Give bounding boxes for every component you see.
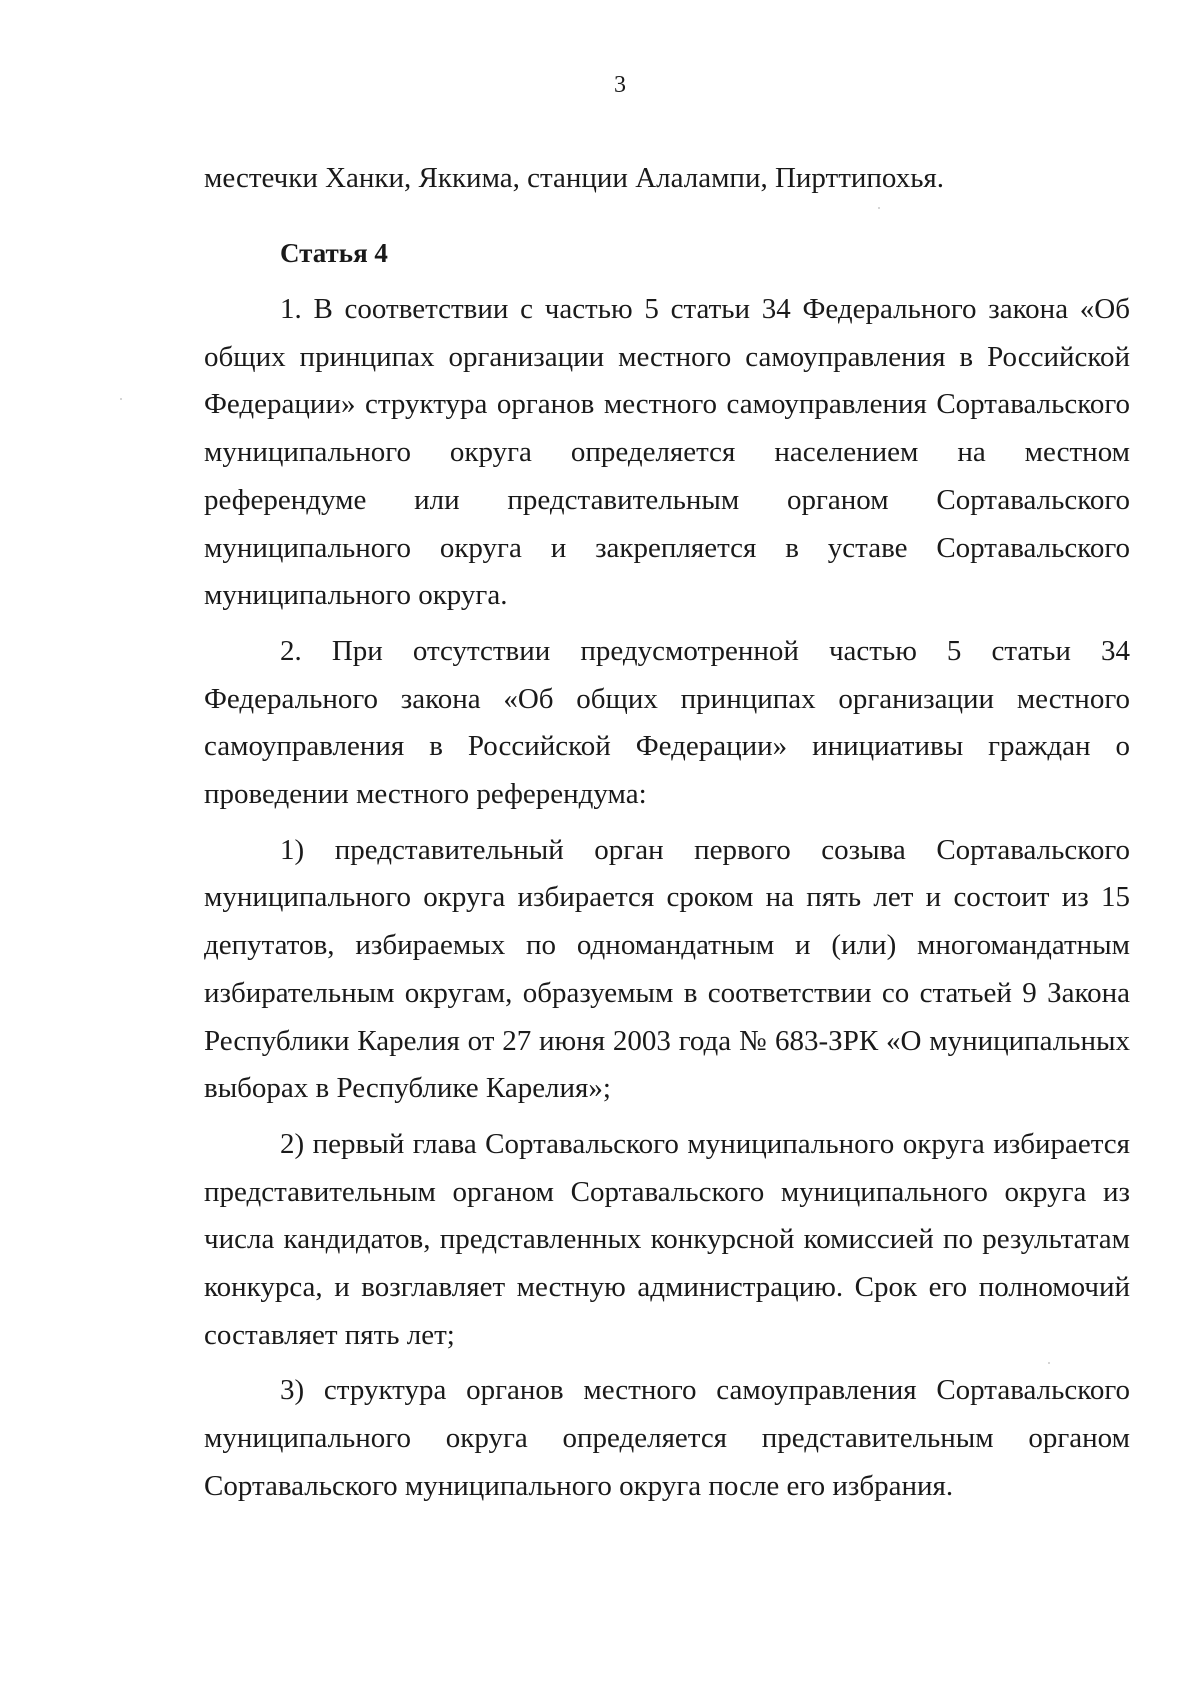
continuation-line: местечки Ханки, Яккима, станции Алалампи, Пирттипохья. <box>204 162 945 194</box>
list-item-2: 2) первый глава Сортавальского муниципального округа избирается представительным органом Сортавальского муниципального округа из числа кандидатов, представленных конкурсной комиссией по результатам конкурса, и возглавляет местную администрацию. Срок его полномочий составляет пять лет; <box>204 1127 1130 1351</box>
paragraph-1: 1. В соответствии с частью 5 статьи 34 Федерального закона «Об общих принципах организации местного самоуправления в Российской Федерации» структура органов местного самоуправления Сортавальского муниципального округа определяется населением на местном референдуме или представительным органом Сортавальского муниципального округа и закрепляется в уставе Сортавальского муниципального округа. <box>204 293 1130 612</box>
list-item-3: 3) структура органов местного самоуправления Сортавальского муниципального округа определяется представительным органом Сортавальского муниципального округа после его избрания. <box>204 1374 1130 1502</box>
paragraph-2: 2. При отсутствии предусмотренной частью 5 статьи 34 Федерального закона «Об общих принципах организации местного самоуправления в Российской Федерации» инициативы граждан о проведении местного референдума: <box>204 634 1130 811</box>
scan-speck <box>120 398 122 400</box>
article-body <box>204 286 1130 1519</box>
list-item-1: 1) представительный орган первого созыва Сортавальского муниципального округа избирается сроком на пять лет и состоит из 15 депутатов, избираемых по одномандатным и (или) многомандатным избирательным округам, образуемым в соответствии со статьей 9 Закона Республики Карелия от 27 июня 2003 года № 683-ЗРК «О муниципальных выборах в Республике Карелия»; <box>204 833 1130 1105</box>
scan-speck <box>1048 1362 1050 1364</box>
page-number: 3 <box>614 72 626 98</box>
article-heading: Статья 4 <box>280 238 388 268</box>
scan-speck <box>878 207 880 209</box>
